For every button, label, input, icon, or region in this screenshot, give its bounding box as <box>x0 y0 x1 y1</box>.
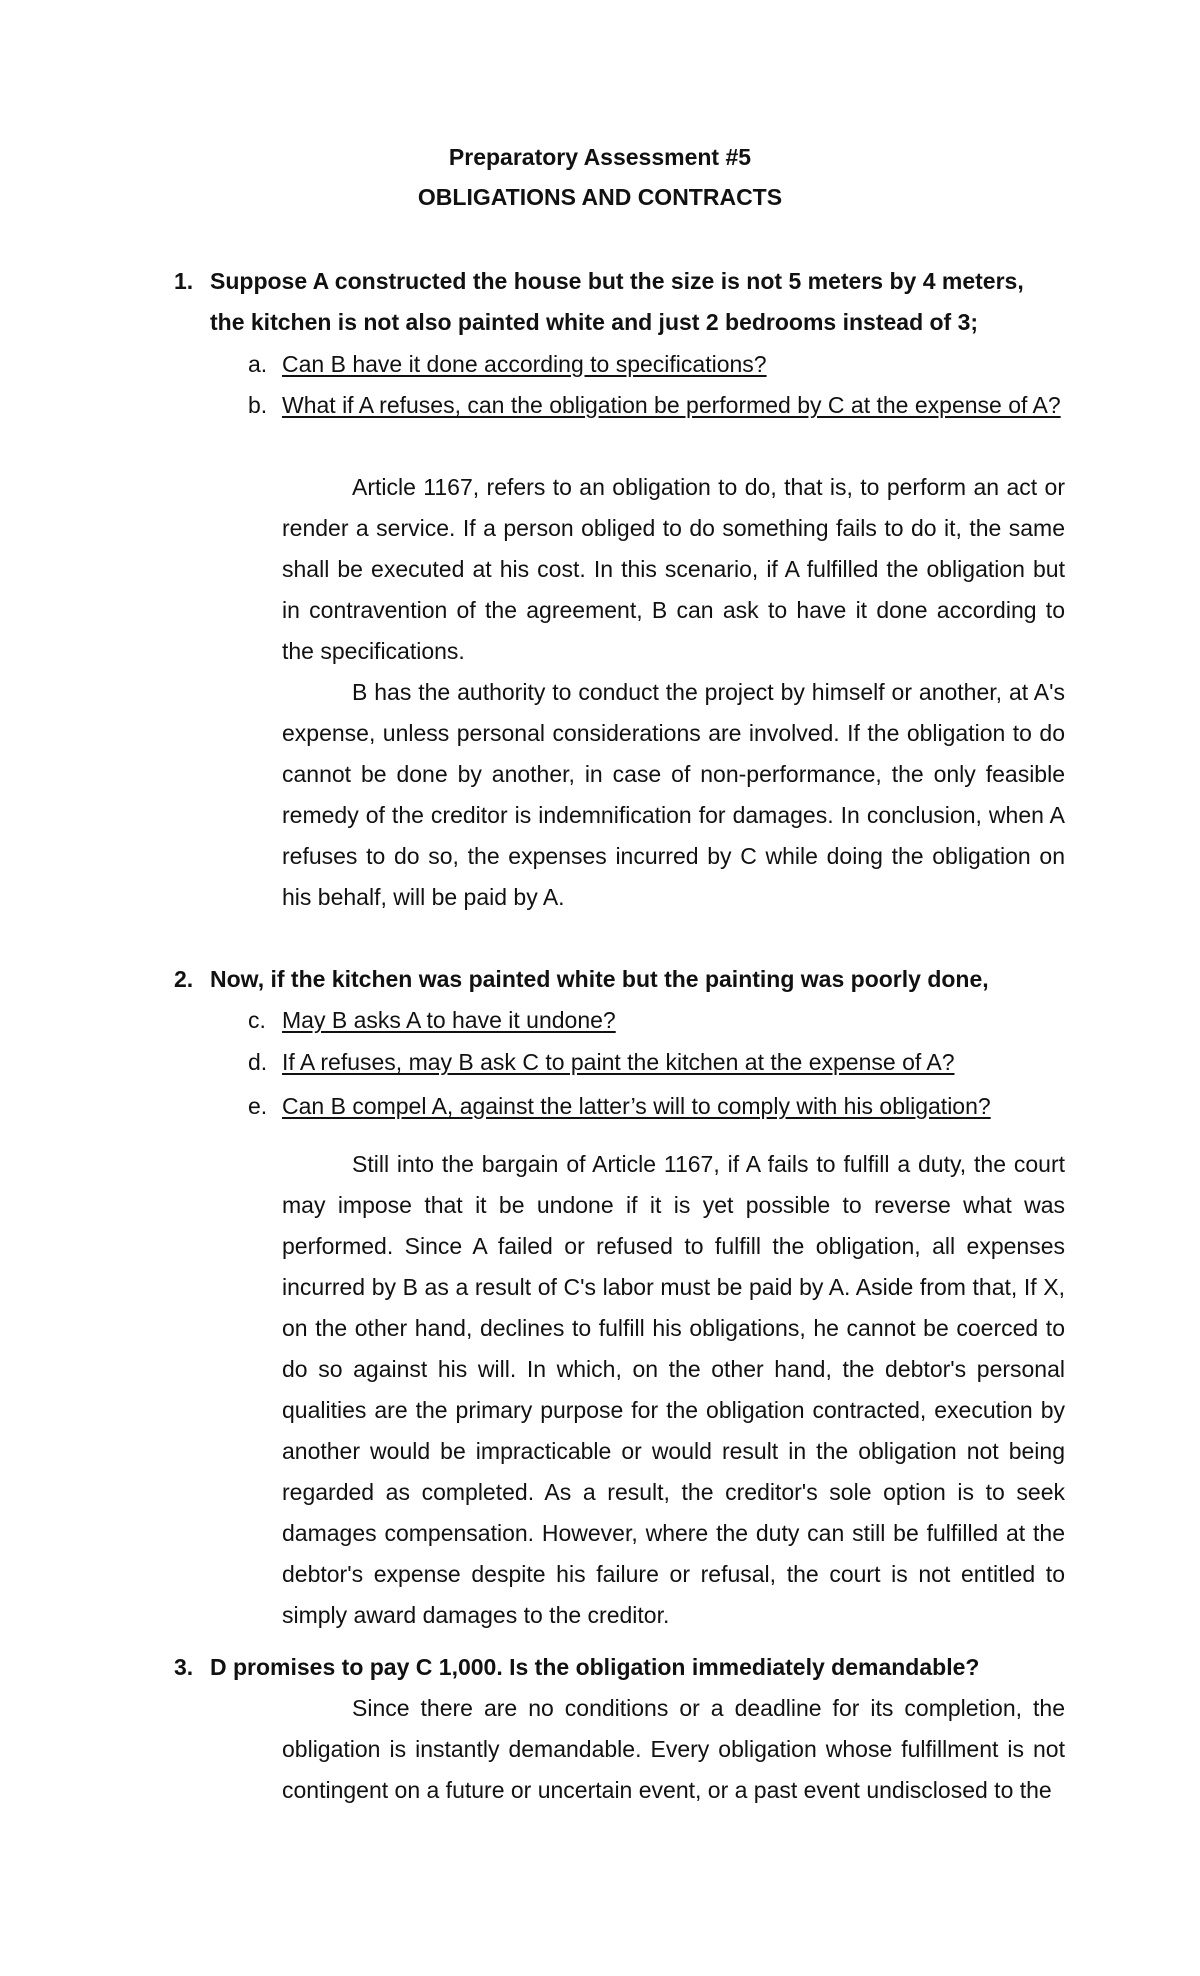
sub-question-text: If A refuses, may B ask C to paint the kitchen at the expense of A? <box>282 1049 955 1075</box>
answer-paragraph: Article 1167, refers to an obligation to do, that is, to perform an act or render a service. If a person obliged to do something fails to do it, the same shall be executed at his cost. In this scenario, if A fulfilled the obligation but in contravention of the agreement, B can ask to have it done according to the specifications. <box>282 474 1065 664</box>
question-number: 1. <box>174 268 194 294</box>
answer-paragraph: Since there are no conditions or a deadline for its completion, the obligation is instantly demandable. Every obligation whose fulfillment is not contingent on a future or uncertain event, or a past event undisclosed to the <box>282 1695 1065 1803</box>
answer-paragraph: Still into the bargain of Article 1167, if A fails to fulfill a duty, the court may impose that it be undone if it is yet possible to reverse what was performed. Since A failed or refused to fulfill the obligation, all expenses incurred by B as a result of C's labor must be paid by A. Aside from that, If X, on the other hand, declines to fulfill his obligations, he cannot be coerced to do so against his will. In which, on the other hand, the debtor's personal qualities are the primary purpose for the obligation contracted, execution by another would be impracticable or would result in the obligation not being regarded as completed. As a result, the creditor's sole option is to seek damages compensation. However, where the duty can still be fulfilled at the debtor's expense despite his failure or refusal, the court is not entitled to simply award damages to the creditor. <box>282 1151 1065 1628</box>
sub-question-text: Can B have it done according to specifications? <box>282 351 767 377</box>
question-number: 2. <box>174 966 194 992</box>
question-text: Now, if the kitchen was painted white but the painting was poorly done, <box>210 966 989 992</box>
question-text: D promises to pay C 1,000. Is the obligation immediately demandable? <box>210 1654 980 1680</box>
sub-question-text: May B asks A to have it undone? <box>282 1007 616 1033</box>
answer-paragraph: B has the authority to conduct the project by himself or another, at A's expense, unless personal considerations are involved. If the obligation to do cannot be done by another, in case of non-performance, the only feasible remedy of the creditor is indemnification for damages. In conclusion, when A refuses to do so, the expenses incurred by C while doing the obligation on his behalf, will be paid by A. <box>282 679 1065 910</box>
document-title: Preparatory Assessment #5 <box>448 144 752 170</box>
sub-question-letter: b. <box>248 392 268 418</box>
sub-question-letter: a. <box>248 351 268 377</box>
sub-question-letter: d. <box>248 1049 268 1075</box>
question-text: Suppose A constructed the house but the size is not 5 meters by 4 meters, the kitchen is not also painted white and just 2 bedrooms instead of 3; <box>210 268 1024 335</box>
sub-question-letter: e. <box>248 1093 268 1119</box>
sub-question-text: What if A refuses, can the obligation be performed by C at the expense of A? <box>282 392 1061 418</box>
document-subtitle: OBLIGATIONS AND CONTRACTS <box>417 184 783 210</box>
question-number: 3. <box>174 1654 194 1680</box>
sub-question-text: Can B compel A, against the latter’s will to comply with his obligation? <box>282 1093 991 1119</box>
sub-question-letter: c. <box>248 1007 266 1033</box>
